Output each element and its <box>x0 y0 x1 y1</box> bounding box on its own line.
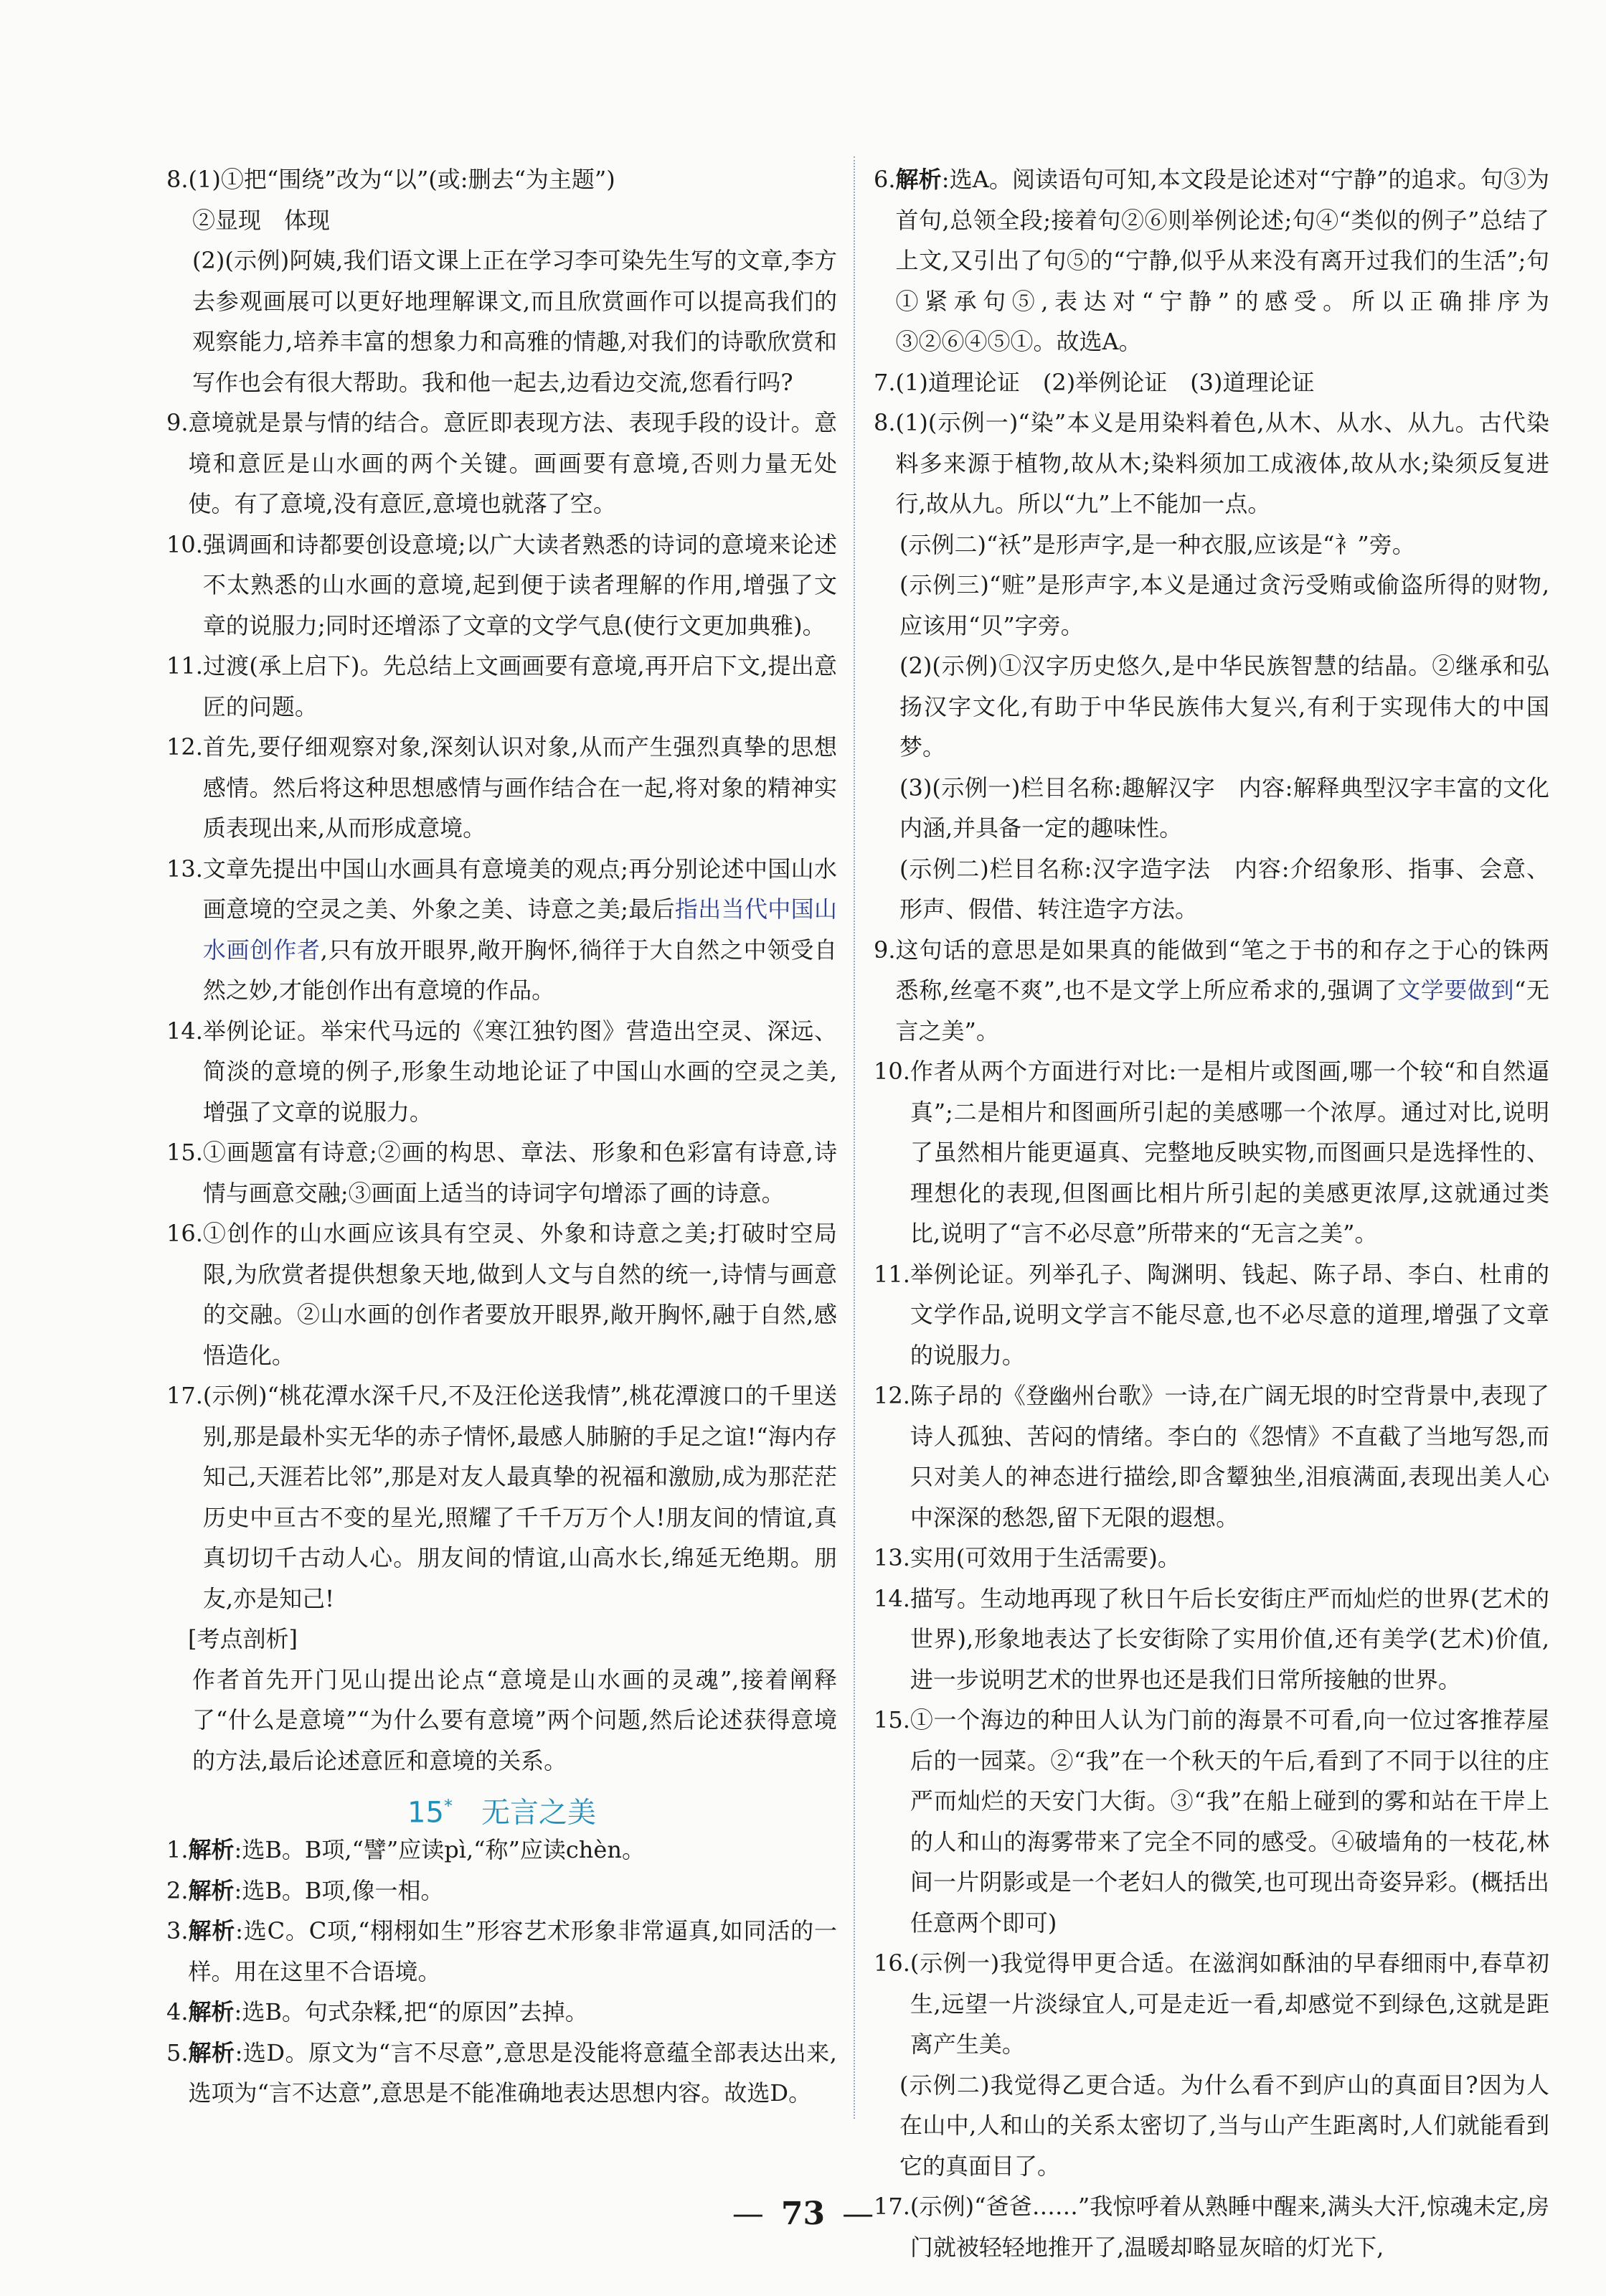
answer-item-10-right: 10. 作者从两个方面进行对比:一是相片或图画,哪一个较“和自然逼真”;二是相片和图画所引起的美感哪一个浓厚。通过对比,说明了虽然相片能更逼真、完整地反映实物,而图画只是选择性的、理想化的表现,但图画比相片所引起的美感更浓厚,这就通过类比,说明了“言不必尽意”所带来的“无言之美”。 <box>874 1058 1549 1247</box>
answer-item-14-right: 14. 描写。生动地再现了秋日午后长安街庄严而灿烂的世界(艺术的世界),形象地表达了长安街除了实用价值,还有美学(艺术)价值,进一步说明艺术的世界也还是我们日常所接触的世界。 <box>874 1584 1549 1693</box>
answer-item-11: 11. 过渡(承上启下)。先总结上文画画要有意境,再开启下文,提出意匠的问题。 <box>166 652 837 720</box>
answer-item-13: 13. 文章先提出中国山水画具有意境美的观点;再分别论述中国山水画意境的空灵之美、外象之美、诗意之美;最后指出当代中国山水画创作者,只有放开眼界,敞开胸怀,徜徉于大自然之中领受自然之妙,才能创作出有意境的作品。 <box>166 855 837 1004</box>
section-answer-1: 1. 解析:选B。B项,“譬”应读pì,“称”应读chèn。 <box>166 1836 645 1863</box>
highlighted-text: 指出当代中国山水画创作者 <box>202 895 837 964</box>
answer-item-16: 16. ①创作的山水画应该具有空灵、外象和诗意之美;打破时空局限,为欣赏者提供想象天地,做到人文与自然的统一,诗情与画意的交融。②山水画的创作者要放开眼界,敞开胸怀,融于自然,感悟造化。 <box>166 1220 837 1369</box>
section-answer-3: 3. 解析:选C。C项,“栩栩如生”形容艺术形象非常逼真,如同活的一样。用在这里不合语境。 <box>166 1917 837 1985</box>
answer-item-15-right: 15. ①一个海边的种田人认为门前的海景不可看,向一位过客推荐屋后的一园菜。②“我”在一个秋天的午后,看到了不同于以往的庄严而灿烂的天安门大街。③“我”在船上碰到的雾和站在干岸上的人和山的海雾带来了完全不同的感受。④破墙角的一枝花,林间一片阴影或是一个老妇人的微笑,也可现出奇姿异彩。(概括出任意两个即可) <box>874 1706 1549 1937</box>
right-column <box>874 159 1549 2267</box>
answer-item-8: 8. (1)①把“围绕”改为“以”(或:删去“为主题”) <box>166 166 615 193</box>
section-answer-2: 2. 解析:选B。B项,像一相。 <box>166 1876 444 1904</box>
answer-8-right-sub-2: (示例三)“赃”是形声字,本义是通过贪污受贿或偷盗所得的财物,应该用“贝”字旁。 <box>899 571 1549 639</box>
answer-item-9: 9. 意境就是景与情的结合。意匠即表现方法、表现手段的设计。意境和意匠是山水画的两个关键。画画要有意境,否则力量无处使。有了意境,没有意匠,意境也就落了空。 <box>166 409 837 517</box>
analysis-title: [考点剖析] <box>188 1625 298 1652</box>
answer-item-17-right: 17. (示例)“爸爸……”我惊呼着从熟睡中醒来,满头大汗,惊魂未定,房门就被轻轻地推开了,温暖却略显灰暗的灯光下, <box>874 2193 1549 2261</box>
answer-item-10: 10. 强调画和诗都要创设意境;以广大读者熟悉的诗词的意境来论述不太熟悉的山水画的意境,起到便于读者理解的作用,增强了文章的说服力;同时还增添了文章的文学气息(使行文更加典雅)。 <box>166 530 837 639</box>
left-column <box>166 159 837 2114</box>
answer-8-right-sub-3: (2)(示例)①汉字历史悠久,是中华民族智慧的结晶。②继承和弘扬汉字文化,有助于中华民族伟大复兴,有利于实现伟大的中国梦。 <box>899 652 1549 761</box>
answer-item-12: 12. 首先,要仔细观察对象,深刻认识对象,从而产生强烈真挚的思想感情。然后将这种思想感情与画作结合在一起,将对象的精神实质表现出来,从而形成意境。 <box>166 733 837 842</box>
section-title: 15* 无言之美 <box>407 1796 596 1830</box>
answer-item-7: 7. (1)道理论证 (2)举例论证 (3)道理论证 <box>874 368 1315 396</box>
answer-item-15: 15. ①画题富有诗意;②画的构思、章法、形象和色彩富有诗意,诗情与画意交融;③画面上适当的诗词字句增添了画的诗意。 <box>166 1139 837 1207</box>
answer-item-17: 17. (示例)“桃花潭水深千尺,不及汪伦送我情”,桃花潭渡口的千里送别,那是最朴实无华的赤子情怀,最感人肺腑的手足之谊!“海内存知己,天涯若比邻”,那是对友人最真挚的祝福和激励,成为那茫茫历史中亘古不变的星光,照耀了千千万万个人!朋友间的情谊,真真切切千古动人心。朋友间的情谊,山高水长,绵延无绝期。朋友,亦是知己! <box>166 1382 837 1612</box>
answer-item-11-right: 11. 举例论证。列举孔子、陶渊明、钱起、陈子昂、李白、杜甫的文学作品,说明文学言不能尽意,也不必尽意的道理,增强了文章的说服力。 <box>874 1260 1549 1369</box>
analysis-text: 作者首先开门见山提出论点“意境是山水画的灵魂”,接着阐释了“什么是意境”“为什么要有意境”两个问题,然后论述获得意境的方法,最后论述意匠和意境的关系。 <box>192 1665 837 1774</box>
answer-item-16-right: 16. (示例一)我觉得甲更合适。在滋润如酥油的早春细雨中,春草初生,远望一片淡绿宜人,可是走近一看,却感觉不到绿色,这就是距离产生美。 <box>874 1949 1549 2058</box>
section-answer-5: 5. 解析:选D。原文为“言不尽意”,意思是没能将意蕴全部表达出来,选项为“言不达意”,意思是不能准确地表达思想内容。故选D。 <box>166 2038 837 2107</box>
highlighted-text: 文学要做到 <box>1397 977 1515 1004</box>
answer-item-8-right: 8. (1)(示例一)“染”本义是用染料着色,从木、从水、从九。古代染料多来源于植物,故从木;染料须加工成液体,故从水;染须反复进行,故从九。所以“九”上不能加一点。 <box>874 409 1549 517</box>
answer-item-14: 14. 举例论证。举宋代马远的《寒江独钓图》营造出空灵、深远、简淡的意境的例子,形象生动地论证了中国山水画的空灵之美,增强了文章的说服力。 <box>166 1017 837 1126</box>
answer-16-right-sub-1: (示例二)我觉得乙更合适。为什么看不到庐山的真面目?因为人在山中,人和山的关系太密切了,当与山产生距离时,人们就能看到它的真面目了。 <box>899 2071 1549 2180</box>
answer-8-right-sub-1: (示例二)“袄”是形声字,是一种衣服,应该是“衤”旁。 <box>899 530 1415 558</box>
answer-item-6: 6. 解析:选A。阅读语句可知,本文段是论述对“宁静”的追求。句③为首句,总领全段;接着句②⑥则举例论述;句④“类似的例子”总结了上文,又引出了句⑤的“宁静,似乎从来没有离开过我们的生活”;句①紧承句⑤,表达对“宁静”的感受。所以正确排序为③②⑥④⑤①。故选A。 <box>874 166 1549 355</box>
answer-item-13-right: 13. 实用(可效用于生活需要)。 <box>874 1544 1181 1571</box>
answer-item-12-right: 12. 陈子昂的《登幽州台歌》一诗,在广阔无垠的时空背景中,表现了诗人孤独、苦闷的情绪。李白的《怨情》不直截了当地写怨,而只对美人的神态进行描绘,即含颦独坐,泪痕满面,表现出美人心中深深的愁怨,留下无限的遐想。 <box>874 1382 1549 1531</box>
page-number: — 73 — <box>732 2196 874 2232</box>
section-answer-4: 4. 解析:选B。句式杂糅,把“的原因”去掉。 <box>166 1998 588 2026</box>
analysis-box <box>166 1619 837 1781</box>
answer-item-9-right: 9. 这句话的意思是如果真的能做到“笔之于书的和存之于心的铢两悉称,丝毫不爽”,也不是文学上所应希求的,强调了文学要做到“无言之美”。 <box>874 936 1549 1045</box>
answer-8-sub-2: (2)(示例)阿姨,我们语文课上正在学习李可染先生写的文章,李方去参观画展可以更好地理解课文,而且欣赏画作可以提高我们的观察能力,培养丰富的想象力和高雅的情趣,对我们的诗歌欣赏和写作也会有很大帮助。我和他一起去,边看边交流,您看行吗? <box>192 247 837 396</box>
answer-8-right-sub-5: (示例二)栏目名称:汉字造字法 内容:介绍象形、指事、会意、形声、假借、转注造字方法。 <box>899 855 1549 923</box>
answer-8-right-sub-4: (3)(示例一)栏目名称:趣解汉字 内容:解释典型汉字丰富的文化内涵,并具备一定的趣味性。 <box>899 773 1549 842</box>
column-divider <box>854 156 855 2119</box>
answer-8-sub-1: ②显现 体现 <box>192 206 331 234</box>
